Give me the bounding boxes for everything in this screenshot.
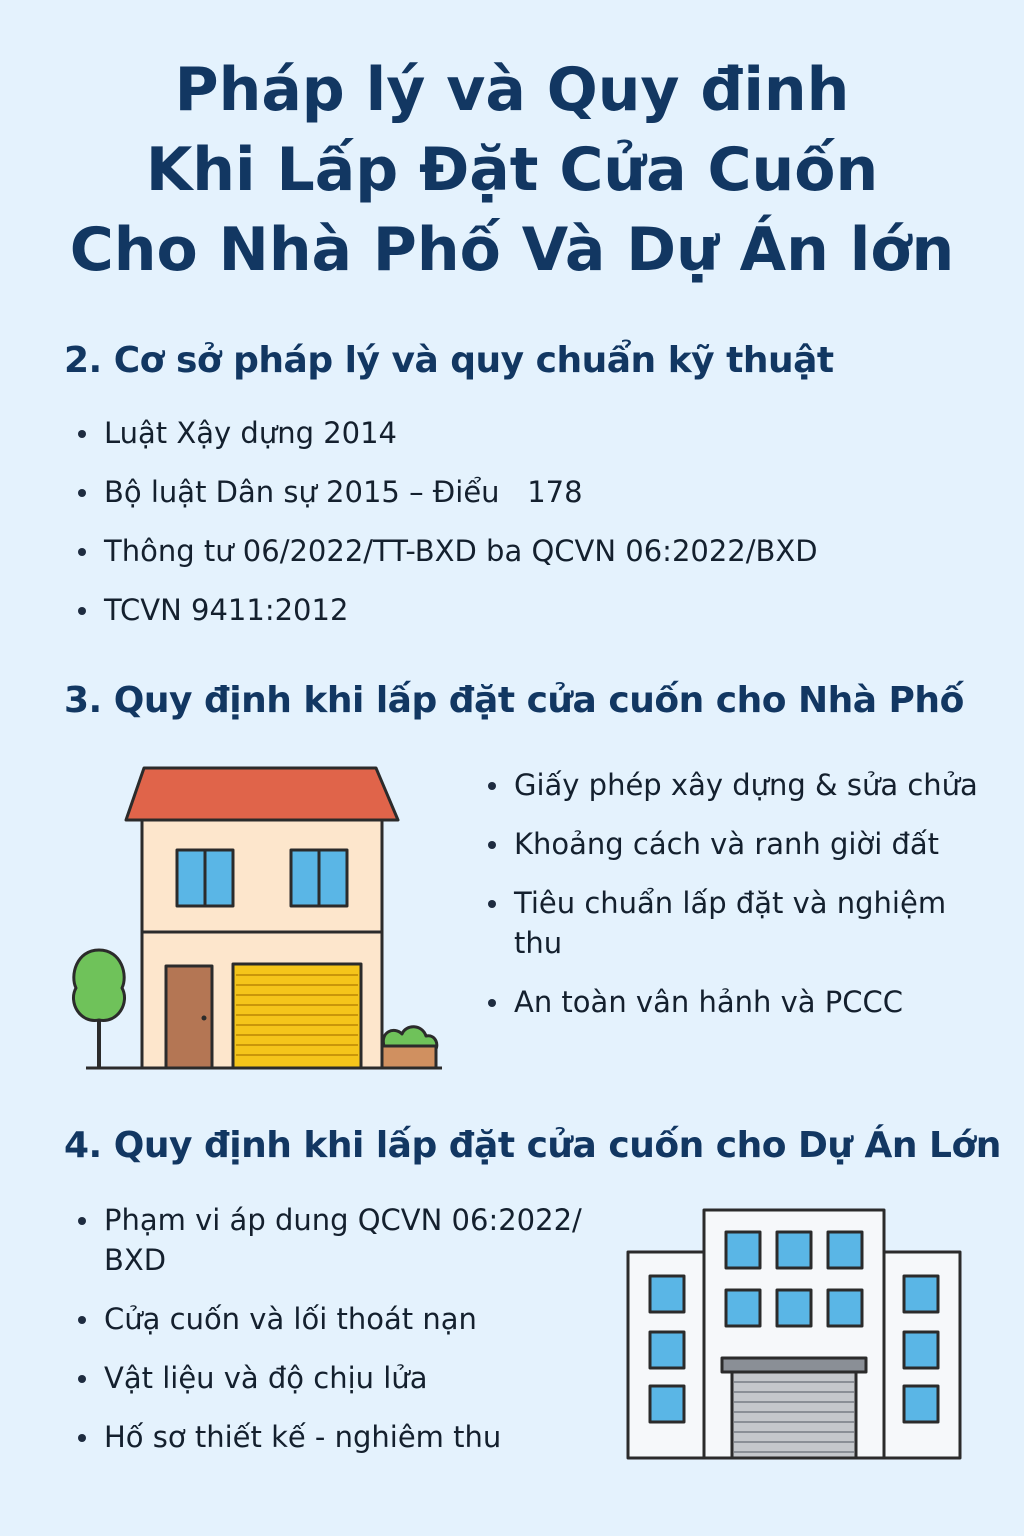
- title-line-1: Pháp lý và Quy đinh: [174, 55, 850, 125]
- bullet-icon: [78, 607, 86, 615]
- list-item: Bộ luật Dân sự 2015 – Điểu 178: [64, 472, 964, 512]
- list-item: An toàn vân hảnh và PCCC: [474, 982, 994, 1022]
- section-2-heading: 2. Cơ sở pháp lý và quy chuẩn kỹ thuật: [64, 340, 834, 381]
- title-line-2: Khi Lấp Đặt Cửa Cuốn: [145, 135, 879, 205]
- bullet-icon: [78, 430, 86, 438]
- bullet-icon: [78, 489, 86, 497]
- bullet-icon: [78, 1217, 86, 1225]
- townhouse-rolling-door-icon: [66, 762, 446, 1078]
- list-item: Phạm vi áp dung QCVN 06:2022/ BXD: [64, 1200, 584, 1280]
- list-item: Hố sơ thiết kế - nghiêm thu: [64, 1417, 584, 1457]
- list-item: Tiêu chuẩn lấp đặt và nghiệm thu: [474, 883, 994, 963]
- section-3-heading: 3. Quy định khi lấp đặt cửa cuốn cho Nhà Phố: [64, 680, 964, 721]
- section-4-heading: 4. Quy định khi lấp đặt cửa cuốn cho Dự Án Lớn: [64, 1125, 1001, 1166]
- bullet-icon: [78, 1375, 86, 1383]
- list-item: TCVN 9411:2012: [64, 590, 964, 630]
- list-item: Vật liệu và độ chịu lửa: [64, 1358, 584, 1398]
- list-item: Khoảng cách và ranh giời đất: [474, 824, 994, 864]
- section-4-list: [64, 1200, 584, 1476]
- list-item: Cửạ cuốn và lối thoát nạn: [64, 1299, 584, 1339]
- section-3-list: [474, 765, 994, 1041]
- bullet-icon: [78, 548, 86, 556]
- bullet-icon: [488, 900, 496, 908]
- bullet-icon: [78, 1316, 86, 1324]
- bullet-icon: [488, 999, 496, 1007]
- bullet-icon: [488, 782, 496, 790]
- list-item: Giấy phép xây dựng & sửa chửa: [474, 765, 994, 805]
- bullet-icon: [78, 1434, 86, 1442]
- section-2-list: [64, 413, 964, 649]
- list-item: Thông tư 06/2022/TT-BXD ba QCVN 06:2022/BXD: [64, 531, 964, 571]
- bullet-icon: [488, 841, 496, 849]
- list-item: Luật Xậy dựng 2014: [64, 413, 964, 453]
- page-title: [0, 50, 1024, 290]
- title-line-3: Cho Nhà Phố Và Dự Án lớn: [69, 215, 955, 285]
- office-building-rolling-door-icon: [624, 1206, 964, 1466]
